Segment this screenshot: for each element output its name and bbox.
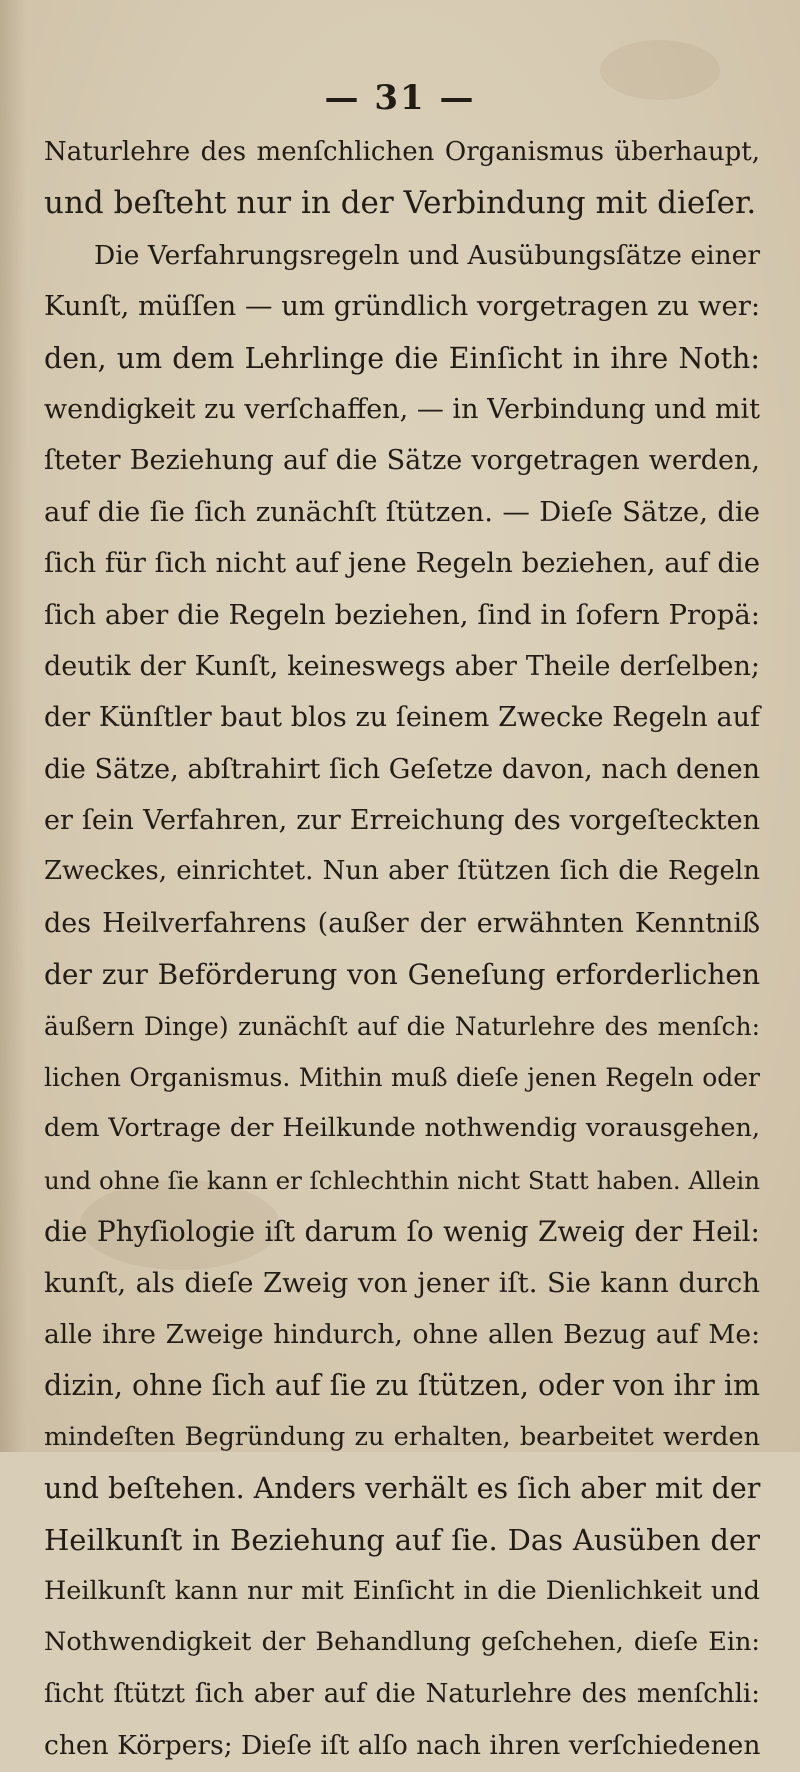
page-number: — 31 — — [324, 78, 476, 118]
text-line: ſich aber die Regeln beziehen, ſind in ſofern Propä: — [44, 598, 760, 631]
text-line: dizin, ohne ſich auf ſie zu ſtützen, oder von ihr im — [44, 1369, 760, 1403]
body-text — [44, 127, 760, 1772]
page-fold-shadow — [0, 0, 26, 1452]
text-line: ſicht ſtützt ſich aber auf die Naturlehre des menſchli: — [44, 1678, 760, 1709]
text-line: auf die ſie ſich zunächſt ſtützen. — Dieſe Sätze, die — [44, 495, 760, 528]
text-line: und ohne ſie kann er ſchlechthin nicht Statt haben. Allein — [44, 1165, 760, 1195]
text-line: wendigkeit zu verſchaffen, — in Verbindung und mit — [44, 393, 760, 425]
text-line: chen Körpers; Dieſe iſt alſo nach ihren verſchiedenen — [44, 1730, 761, 1762]
text-line: der Künſtler baut blos zu ſeinem Zwecke Regeln auf — [44, 702, 760, 734]
text-line: Kunſt, müſſen — um gründlich vorgetragen zu wer: — [44, 290, 761, 323]
text-line: den, um dem Lehrlinge die Einſicht in ihre Noth: — [44, 341, 760, 375]
text-line: der zur Beförderung von Geneſung erforderlichen — [44, 958, 760, 992]
text-line: Heilkunſt kann nur mit Einſicht in die Dienlichkeit und — [44, 1575, 760, 1606]
text-line: dem Vortrage der Heilkunde nothwendig vorausgehen, — [44, 1113, 760, 1144]
text-line: mindeſten Begründung zu erhalten, bearbeitet werden — [44, 1421, 760, 1452]
text-line: die Phyſiologie iſt darum ſo wenig Zweig der Heil: — [44, 1215, 760, 1249]
text-line: kunſt, als dieſe Zweig von jener iſt. Sie kann durch — [44, 1266, 760, 1299]
text-line: Nothwendigkeit der Behandlung geſchehen, dieſe Ein: — [44, 1627, 760, 1658]
text-line: deutik der Kunſt, keineswegs aber Theile derſelben; — [44, 650, 760, 682]
text-line: Zweckes, einrichtet. Nun aber ſtützen ſich die Regeln — [44, 856, 760, 887]
text-line: des Heilverfahrens (außer der erwähnten Kenntniß — [44, 907, 760, 939]
text-line: äußern Dinge) zunächſt auf die Naturlehre des menſch: — [44, 1011, 760, 1041]
text-line: und beſtehen. Anders verhält es ſich aber mit der — [44, 1472, 761, 1506]
text-line: alle ihre Zweige hindurch, ohne allen Bezug auf Me: — [44, 1318, 760, 1350]
text-line: lichen Organismus. Mithin muß dieſe jenen Regeln oder — [44, 1063, 760, 1093]
text-line: Die Verfahrungsregeln und Ausübungsſätze einer — [94, 239, 760, 271]
text-line: ſich für ſich nicht auf jene Regeln beziehen, auf die — [44, 547, 760, 580]
text-line: er ſein Verfahren, zur Erreichung des vorgeſteckten — [44, 805, 760, 837]
text-line: ſteter Beziehung auf die Sätze vorgetragen werden, — [44, 445, 760, 477]
text-line: und beſteht nur in der Verbindung mit dieſer. — [44, 185, 757, 222]
text-line: die Sätze, abſtrahirt ſich Geſetze davon, nach denen — [44, 753, 760, 785]
text-line: Heilkunſt in Beziehung auf ſie. Das Ausüben der — [44, 1522, 760, 1557]
text-line: Naturlehre des menſchlichen Organismus überhaupt, — [44, 137, 760, 167]
